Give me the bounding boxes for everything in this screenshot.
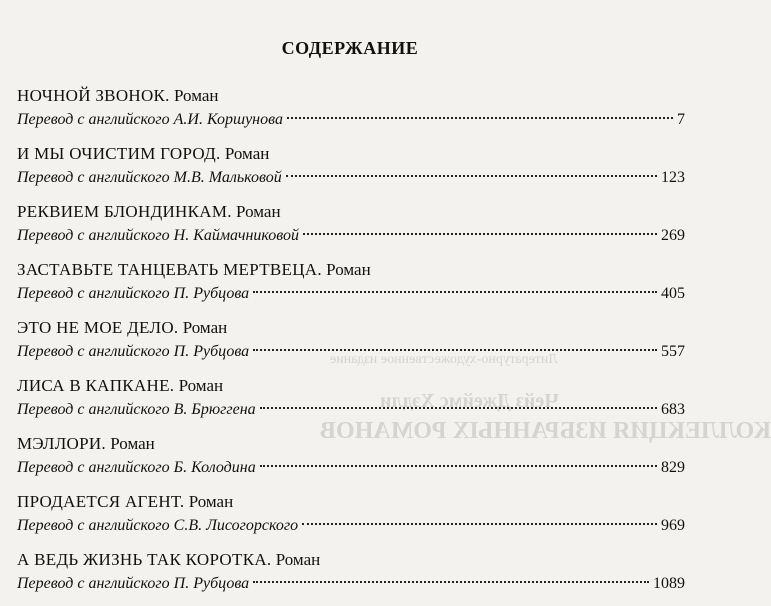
- toc-entry: [17, 84, 685, 142]
- entry-credit-line: [17, 340, 685, 364]
- toc-entry: [17, 316, 685, 374]
- entry-genre: Роман: [178, 376, 224, 395]
- dot-leader: [302, 523, 657, 525]
- entry-title-line: [17, 142, 685, 166]
- entry-page-number: 557: [661, 343, 685, 360]
- entry-translator: Перевод с английского П. Рубцова: [17, 575, 250, 592]
- entry-title: ЭТО НЕ МОЕ ДЕЛО.: [17, 318, 179, 337]
- entry-page-number: 683: [661, 401, 685, 418]
- entry-title: ПРОДАЕТСЯ АГЕНТ.: [17, 492, 185, 511]
- toc-entry: [17, 258, 685, 316]
- entry-title: НОЧНОЙ ЗВОНОК.: [17, 86, 170, 105]
- entry-translator: Перевод с английского С.В. Лисогорского: [17, 517, 299, 534]
- entry-page-number: 7: [677, 111, 685, 128]
- entry-page-number: 829: [661, 459, 685, 476]
- entry-credit-line: [17, 166, 685, 190]
- entry-title-line: [17, 548, 685, 572]
- entry-page-number: 405: [661, 285, 685, 302]
- entry-title-line: [17, 490, 685, 514]
- page-title: СОДЕРЖАНИЕ: [281, 38, 419, 58]
- dot-leader: [286, 175, 657, 177]
- entry-page-number: 969: [661, 517, 685, 534]
- entry-credit-line: [17, 572, 685, 596]
- toc-entry: [17, 142, 685, 200]
- entry-genre: Роман: [188, 492, 234, 511]
- entry-translator: Перевод с английского М.В. Мальковой: [17, 169, 282, 186]
- entry-translator: Перевод с английского А.И. Коршунова: [17, 111, 283, 128]
- bleed-through-text: КОЛЛЕКЦИЯ ИЗБРАННЫХ РОМАНОВ: [320, 418, 771, 444]
- entry-title: ЗАСТАВЬТЕ ТАНЦЕВАТЬ МЕРТВЕЦА.: [17, 260, 322, 279]
- entry-genre: Роман: [110, 434, 155, 453]
- entry-title-line: [17, 84, 685, 108]
- entry-genre: Роман: [224, 144, 270, 163]
- toc-entry: [17, 490, 685, 548]
- entry-page-number: 269: [661, 227, 685, 244]
- entry-genre: Роман: [326, 260, 371, 279]
- entry-title: РЕКВИЕМ БЛОНДИНКАМ.: [17, 202, 232, 221]
- bleed-through-text: Чейз Джеймс Хэдли: [380, 390, 559, 412]
- toc-entry: [17, 374, 685, 432]
- entry-translator: Перевод с английского Н. Каймачниковой: [17, 227, 299, 244]
- entry-genre: Роман: [275, 550, 321, 569]
- entry-page-number: 1089: [653, 575, 685, 592]
- entry-genre: Роман: [182, 318, 228, 337]
- entry-genre: Роман: [173, 86, 219, 105]
- entry-credit-line: [17, 514, 685, 538]
- entry-credit-line: [17, 456, 685, 480]
- entry-page-number: 123: [661, 169, 685, 186]
- dot-leader: [260, 465, 657, 467]
- entry-credit-line: [17, 224, 685, 248]
- bleed-through-text: Литературно-художественное издание: [330, 352, 558, 367]
- entry-credit-line: [17, 398, 685, 422]
- toc-entry: [17, 548, 685, 606]
- entry-title-line: [17, 316, 685, 340]
- entry-title-line: [17, 432, 685, 456]
- entry-title: МЭЛЛОРИ.: [17, 434, 106, 453]
- entry-translator: Перевод с английского В. Брюггена: [17, 401, 256, 418]
- table-of-contents: [17, 84, 685, 606]
- dot-leader: [253, 291, 657, 293]
- entry-title-line: [17, 200, 685, 224]
- entry-title: ЛИСА В КАПКАНЕ.: [17, 376, 175, 395]
- dot-leader: [253, 581, 649, 583]
- entry-translator: Перевод с английского Б. Колодина: [17, 459, 256, 476]
- entry-title: А ВЕДЬ ЖИЗНЬ ТАК КОРОТКА.: [17, 550, 272, 569]
- entry-title-line: [17, 374, 685, 398]
- entry-title-line: [17, 258, 685, 282]
- entry-title: И МЫ ОЧИСТИМ ГОРОД.: [17, 144, 221, 163]
- dot-leader: [303, 233, 657, 235]
- toc-entry: [17, 200, 685, 258]
- entry-translator: Перевод с английского П. Рубцова: [17, 343, 250, 360]
- dot-leader: [260, 407, 657, 409]
- entry-credit-line: [17, 108, 685, 132]
- entry-credit-line: [17, 282, 685, 306]
- entry-translator: Перевод с английского П. Рубцова: [17, 285, 250, 302]
- dot-leader: [253, 349, 657, 351]
- toc-entry: [17, 432, 685, 490]
- entry-genre: Роман: [236, 202, 281, 221]
- dot-leader: [287, 117, 673, 119]
